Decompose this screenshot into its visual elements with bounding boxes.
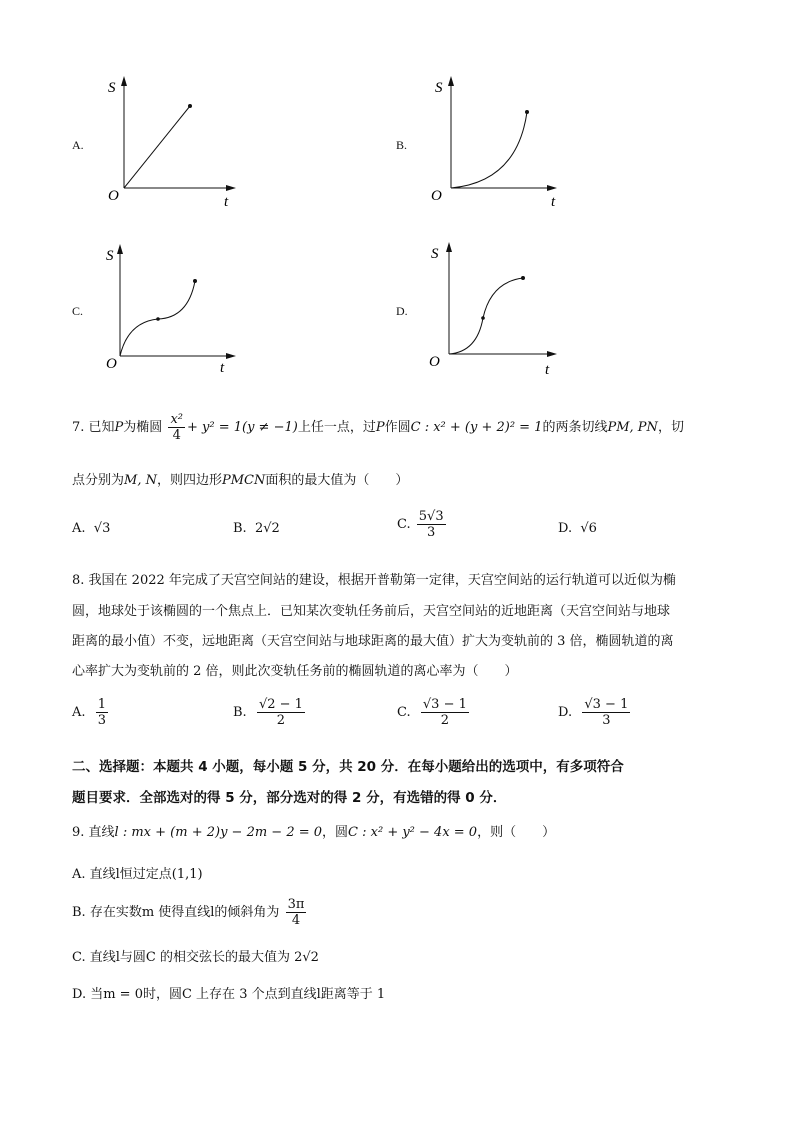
curve-a bbox=[124, 106, 190, 188]
q9-option-a: A. 直线l恒过定点(1,1) bbox=[72, 867, 203, 882]
q9-option-b: B. 存在实数m 使得直线l的倾斜角为 $\frac{3\pi}{4}$ bbox=[72, 897, 305, 928]
q8-line4: 心率扩大为变轨前的 2 倍，则此次变轨任务前的椭圆轨道的离心率为（ ） bbox=[72, 664, 518, 679]
x-axis-label: t bbox=[220, 360, 225, 376]
q8-line2: 圆，地球处于该椭圆的一个焦点上．已知某次变轨任务前后，天宫空间站的近地距离（天宫空间站与地球 bbox=[72, 604, 671, 619]
y-axis-label: S bbox=[106, 248, 114, 264]
graph-b-label: B. bbox=[396, 138, 408, 152]
q7-choice-b: B. 2√2 bbox=[233, 521, 280, 536]
q8-line3: 距离的最小值）不变，远地距离（天宫空间站与地球距离的最大值）扩大为变轨前的 3 倍，椭圆轨道的离 bbox=[72, 634, 674, 649]
q8-choice-c: C. $\frac{√3 - 1}{2}$ bbox=[397, 697, 467, 728]
section2-line2: 题目要求．全部选对的得 5 分，部分选对的得 2 分，有选错的得 0 分． bbox=[72, 790, 507, 806]
x-axis-label: t bbox=[224, 194, 229, 210]
section2-line1: 二、选择题：本题共 4 小题，每小题 5 分，共 20 分．在每小题给出的选项中，有多项符合 bbox=[72, 759, 624, 775]
q8-choice-a: A. $\frac{1}{3}$ bbox=[72, 697, 107, 728]
graph-d-label: D. bbox=[396, 304, 408, 318]
graph-a-label: A. bbox=[72, 138, 84, 152]
ellipse-fraction: $\frac{\text{x²}}{4}$ bbox=[170, 412, 183, 443]
q7-line1: 7. 已知P为椭圆 $\frac{\text{x²}}{4}$ + y² = 1(y ≠ −1)上任一点，过P作圆C : x² + (y + 2)² = 1的两条切线PM, PN，切 bbox=[72, 412, 684, 443]
graph-c-label: C. bbox=[72, 304, 84, 318]
x-axis-label: t bbox=[551, 194, 556, 210]
q8-choice-d: D. $\frac{√3 - 1}{3}$ bbox=[558, 697, 629, 728]
q7-choice-a: A. √3 bbox=[72, 521, 111, 536]
graph-b bbox=[427, 70, 627, 220]
q9-option-d: D. 当m = 0时，圆C 上存在 3 个点到直线l距离等于 1 bbox=[72, 987, 386, 1002]
graph-c bbox=[96, 238, 296, 388]
curve-b bbox=[451, 112, 527, 188]
q8-choice-b: B. $\frac{√2 - 1}{2}$ bbox=[233, 697, 303, 728]
origin-label: O bbox=[429, 354, 440, 370]
q9-stem: 9. 直线l : mx + (m + 2)y − 2m − 2 = 0，圆C : x² + y² − 4x = 0，则（ ） bbox=[72, 825, 556, 840]
y-axis-label: S bbox=[431, 246, 439, 262]
graph-d bbox=[425, 236, 625, 386]
q7-choice-c: C. $\frac{5√3}{3}$ bbox=[397, 509, 444, 540]
origin-label: O bbox=[431, 188, 442, 204]
graph-a bbox=[100, 70, 300, 220]
q9-option-c: C. 直线l与圆C 的相交弦长的最大值为 2√2 bbox=[72, 950, 319, 965]
y-axis-label: S bbox=[108, 80, 116, 96]
origin-label: O bbox=[108, 188, 119, 204]
q7-line2: 点分别为M, N，则四边形PMCN面积的最大值为（ ） bbox=[72, 473, 409, 488]
q7-choice-d: D. √6 bbox=[558, 521, 597, 536]
q8-line1: 8. 我国在 2022 年完成了天宫空间站的建设，根据开普勒第一定律，天宫空间站的运行轨道可以近似为椭 bbox=[72, 573, 676, 588]
x-axis-label: t bbox=[545, 362, 550, 378]
y-axis-label: S bbox=[435, 80, 443, 96]
origin-label: O bbox=[106, 356, 117, 372]
curve-d bbox=[449, 278, 523, 354]
